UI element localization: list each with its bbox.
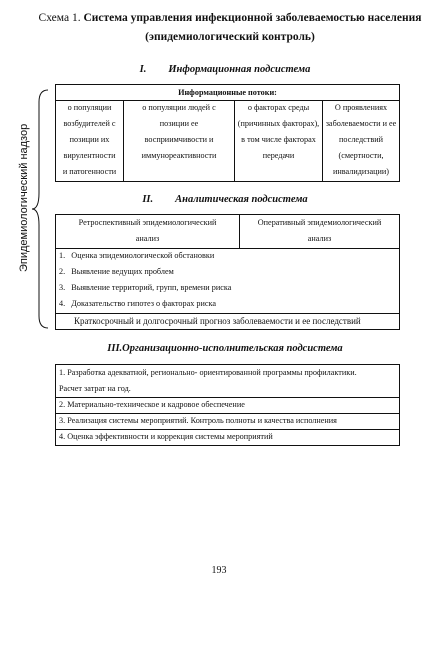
section2-heading — [55, 194, 395, 205]
analysis-line: анализ — [135, 234, 160, 243]
info-line: позиции ее — [159, 119, 199, 128]
info-line: О проявлениях — [334, 103, 388, 112]
figure-title-line2: (эпидемиологический контроль) — [145, 31, 315, 43]
info-line: вирулентности — [63, 151, 116, 160]
item-number: 3. — [59, 283, 66, 292]
info-line: и патогенности — [62, 167, 117, 176]
side-label: Эпидемиологический надзор — [18, 123, 30, 272]
info-line: восприимчивости и — [144, 135, 214, 144]
analysis-table — [55, 214, 400, 330]
analysis-line: Оперативный эпидемиологический — [257, 218, 382, 227]
analysis-item — [59, 280, 231, 296]
item-number: 1. — [59, 251, 66, 260]
brace-icon — [30, 88, 52, 330]
retrospective-analysis — [56, 215, 239, 247]
info-flows-table — [55, 84, 400, 182]
info-line: инвалидизации) — [333, 167, 389, 176]
item-text: Выявление ведущих проблем — [71, 267, 174, 276]
forecast-text: Краткосрочный и долгосрочный прогноз заболеваемости и ее последствий — [74, 316, 361, 326]
section2-number: II. — [142, 194, 154, 205]
analysis-item — [59, 264, 174, 280]
info-line: позиции их — [69, 135, 110, 144]
info-column-manifestations — [323, 100, 399, 180]
organization-line: Расчет затрат на год. — [59, 384, 131, 393]
organization-table — [55, 364, 400, 446]
page-number: 193 — [211, 565, 227, 576]
section1-heading — [55, 64, 395, 75]
section3-heading: III.Организационно-исполнительская подсистема — [107, 343, 343, 354]
analysis-line: анализ — [307, 234, 332, 243]
section2-title: Аналитическая подсистема — [175, 194, 308, 205]
organization-line: 3. Реализация системы мероприятий. Контроль полноты и качества исполнения — [59, 416, 337, 425]
item-text: Оценка эпидемиологической обстановки — [71, 251, 215, 260]
analysis-line: Ретроспективный эпидемиологический — [78, 218, 217, 227]
section1-number: I. — [139, 64, 147, 75]
info-flows-header: Информационные потоки: — [178, 88, 277, 97]
info-line: о факторах среды — [247, 103, 310, 112]
info-column-people — [124, 100, 234, 164]
section1-title: Информационная подсистема — [168, 64, 311, 75]
analysis-item — [59, 248, 214, 264]
info-line: возбудителей с — [63, 119, 116, 128]
organization-item — [59, 413, 397, 429]
info-line: последствий — [339, 135, 383, 144]
organization-line: 1. Разработка адекватной, регионально- ориентированной программы профилактики. — [59, 368, 357, 377]
organization-item — [59, 397, 397, 413]
figure-title — [30, 9, 430, 47]
organization-line: 2. Материально-техническое и кадровое обеспечение — [59, 400, 245, 409]
figure-prefix: Схема 1. — [38, 12, 81, 24]
info-line: в том числе факторах — [241, 135, 316, 144]
organization-line: 4. Оценка эффективности и коррекция системы мероприятий — [59, 432, 273, 441]
info-line: (причинных факторах), — [237, 119, 320, 128]
organization-item — [59, 365, 397, 397]
organization-item — [59, 429, 397, 445]
figure-title-line1: Система управления инфекционной заболеваемостью населения — [83, 12, 422, 24]
info-column-environment — [235, 100, 322, 164]
info-line: о популяции людей с — [142, 103, 216, 112]
operative-analysis — [240, 215, 399, 247]
info-line: заболеваемости и ее — [325, 119, 397, 128]
info-line: о популяции — [67, 103, 112, 112]
info-line: передачи — [262, 151, 295, 160]
info-column-pathogens — [56, 100, 123, 180]
item-number: 2. — [59, 267, 66, 276]
item-number: 4. — [59, 299, 66, 308]
info-line: (смертности, — [338, 151, 384, 160]
item-text: Выявление территорий, групп, времени риска — [71, 283, 232, 292]
item-text: Доказательство гипотез о факторах риска — [71, 299, 216, 308]
analysis-item — [59, 296, 216, 312]
info-line: иммунореактивности — [141, 151, 217, 160]
